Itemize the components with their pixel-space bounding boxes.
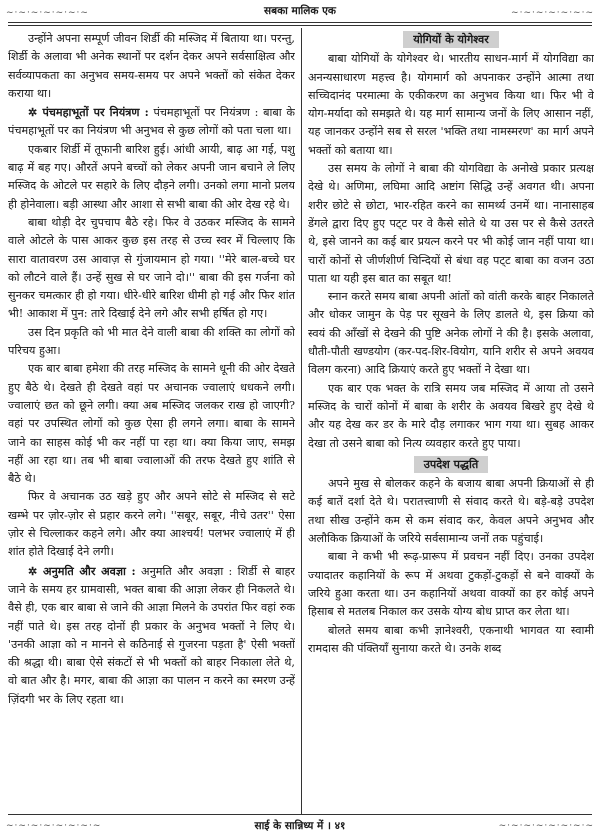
paragraph: उस समय के लोगों ने बाबा की योगविद्या के अनोखे प्रकार प्रत्यक्ष देखे थे। अणिमा, लघिमा आदि अष्टांग सिद्धि उन्हें अवगत थी। अपना शरीर छोटे से छोटा, भार-रहित करने का सामर्थ्य उनमें था। नानासाहब डेंगले द्वारा दिए हुए पट्‍ट पर वे कैसे सोते थे या उस पर से कैसे उतरते थे, इसे जानने का कई बार प्रयत्न करने पर भी कोई जान नहीं पाया था। चारों कोनों से जीर्णशीर्ण चिन्दियों से बंधा वह पट्‍ट बाबा का वजन उठा पाता था यही इस बात का सबूत था!: [308, 162, 594, 285]
section-heading: योगियों के योगेश्वर: [308, 30, 594, 48]
subheading-lead: ✲ पंचमहाभूतों पर नियंत्रण :: [28, 105, 149, 120]
section-heading: उपदेश पद्धति: [308, 455, 594, 473]
paragraph: [8, 562, 295, 709]
paragraph: एक बार बाबा हमेशा की तरह मस्जिद के सामने धूनी की ओर देखते हुए बैठे थे। देखते ही देखते वहां पर अचानक ज्वालाएं धधकने लगी। ज्वालाएं छत को छूने लगी। क्या अब मस्जिद जलकर राख हो जाएगी? वहां पर उपस्थित लोगों को कुछ ऐसा ही लगने लगा। बाबा के सामने जाने का साहस कोई भी कर नहीं पा रहा था। क्या किया जाए, समझ नहीं आ रहा था। तब भी बाबा ज्वालाओं की तरफ देखते हुए शांति से बैठे थे।: [8, 362, 295, 486]
paragraph-text: अनुमति और अवज्ञा : शिर्डी से बाहर जाने के समय हर ग्रामवासी, भक्त बाबा की आज्ञा लेकर ही निकलते थे। वैसे ही, एक बार बाबा से जाने की आज्ञा मिलने के उपरांत फिर वहां रुक नहीं पाते थे। इस तरह दोनों ही प्रकार के अनुभव भक्तों ने लिए थे। 'उनकी आज्ञा को न मानने से कठिनाई से गुजरना पड़ता है' ऐसी भक्तों की श्रद्धा थी। बाबा ऐसे संकटों से भी भक्तों को बाहर निकाला लेते थे, वो बात और है। मगर, बाबा की आज्ञा का पालन न करने का स्मरण उन्हें ज़िंदगी भर के लिए रहता था।: [8, 564, 295, 706]
paragraph: अपने मुख से बोलकर कहने के बजाय बाबा अपनी क्रियाओं से ही कई बातें दर्शा देते थे। परातत्त्वाणी से संवाद करते थे। बड़े-बड़े उपदेश तथा सीख उन्होंने कम से कम संवाद कर, केवल अपने अनुभव और अलौकिक क्रियाओं के जरिये सर्वसामान्य जनों तक पहुंचाई।: [308, 477, 594, 546]
header-ornament-left: ~·~·~·~·~·~·~: [6, 8, 89, 18]
paragraph: एक बार एक भक्त के रात्रि समय जब मस्जिद में आया तो उसने मस्जिद के चारों कोनों में बाबा के शरीर के अवयव बिखरे हुए देखे थे और यह देख कर डर के मारे दौड़ लगाकर भाग गया था। सुबह आकर देखा तो उसने बाबा को नित्य व्यवहार करते हुए पाया।: [308, 381, 594, 450]
paragraph: बाबा ने कभी भी रूढ़-प्रारूप में प्रवचन नहीं दिए। उनका उपदेश ज्यादातर कहानियों के रूप में अथवा टुकड़ों-टुकड़ों से बने वाक्यों के जरिये हुआ करता था। उन कहानियों अथवा वाक्यों का हर कोई अपने हिसाब से मतलब निकाल कर उसके योग्य बोध प्राप्त कर लेता था।: [308, 550, 594, 619]
header-rule-2: [8, 25, 592, 26]
footer-rule: [8, 814, 592, 815]
paragraph: उन्होंने अपना सम्पूर्ण जीवन शिर्डी की मस्जिद में बिताया था। परन्तु, शिर्डी के अलावा भी अनेक स्थानों पर दर्शन देकर अपने सर्वसाक्षित्व और सर्वव्यापकता का अनुभव समय-समय पर अपने भक्तों को संकेत देकर कराया था।: [8, 32, 295, 100]
footer-title-page-number: साई के सान्निध्य में । ४१: [254, 820, 346, 832]
page-footer: [0, 818, 600, 836]
header-ornament-right: ~·~·~·~·~·~·~: [511, 8, 594, 18]
footer-ornament-left: ~·~·~·~·~·~·~·~: [6, 821, 102, 831]
paragraph: उस दिन प्रकृति को भी मात देने वाली बाबा की शक्ति का लोगों को परिचय हुआ।: [8, 325, 295, 358]
footer-ornament-right: ~·~·~·~·~·~·~·~: [498, 821, 594, 831]
column-divider: [301, 28, 302, 814]
paragraph: स्नान करते समय बाबा अपनी आंतों को वांती करके बाहर निकालते और धोकर जामुन के पेड़ पर सूखने के लिए डालते थे, इस क्रिया को स्वयं की आँखों से देखने की पुष्टि अनेक लोगों ने की है। इसके अलावा, धौती-पौती खण्डयोग (कर-पद-शिर-वियोग, यानि शरीर से अपने अवयव विलग करना) आदि क्रियाएं करते हुए भक्तों ने देखा था।: [308, 290, 594, 377]
paragraph: बोलते समय बाबा कभी ज्ञानेश्वरी, एकनाथी भागवत या स्वामी रामदास की पंक्तियाँ सुनाया करते थे। उनके शब्द: [308, 623, 594, 655]
paragraph: बाबा थोड़ी देर चुपचाप बैठे रहे। फिर वे उठकर मस्जिद के सामने वाले ओटले के पास आकर कुछ इस तरह से उच्च स्वर में चिल्लाए कि सारा वातावरण उस आवाज़ से गुंजायमान हो गया। ''मेरे बाल-बच्चे घर को लौटने वाले हैं। उन्हें सुख से घर जाने दो।'' बाबा की इस गर्जना को सुनकर चमत्कार ही हो गया। धीरे-धीरे बारिश धीमी हो गई और फिर शांत भी! आकाश में पुन: तारे दिखाई देने लगे और सभी हर्षित हो गए।: [8, 215, 295, 321]
paragraph: एकबार शिर्डी में तूफानी बारिश हुई। आंधी आयी, बाढ़ आ गई, पशु बाढ़ में बह गए। औरतें अपने बच्चों को लेकर अपनी जान बचाने ले लिए मस्जिद के ओटले पर सहारे के लिए दौड़ने लगी। उनको लगा मानो प्रलय ही होनेवाला। बड़ी आस्था और आशा से सभी बाबा की ओर देख रहे थे।: [8, 142, 295, 211]
paragraph: बाबा योगियों के योगेश्वर थे। भारतीय साधन-मार्ग में योगविद्या का अनन्यसाधारण महत्त्व है। योगमार्ग को अपनाकर उन्होंने आत्मा तथा सच्चिदानंद परमात्मा के एकीकरण का अनुभव किया था। फिर भी वे योग-मर्यादा को समझते थे। यह मार्ग सामान्य जनों के लिए आसान नहीं, यह जानकर उन्होंने सब से सरल 'भक्ति तथा नामस्मरण' का मार्ग अपने भक्तों को बताया था।: [308, 52, 594, 157]
right-column: [308, 30, 594, 810]
paragraph-text: पंचमहाभूतों पर नियंत्रण : बाबा के पंचमहाभूतों पर का नियंत्रण भी अनुभव से कुछ लोगों को पता चला था।: [8, 106, 295, 138]
paragraph: [8, 103, 295, 141]
header-rule: [8, 22, 592, 23]
paragraph: फिर वे अचानक उठ खड़े हुए और अपने सोटे से मस्जिद से सटे खम्भे पर ज़ोर-ज़ोर से प्रहार करने लगे। ''सबूर, सबूर, नीचे उतर'' ऐसा ज़ोर से चिल्लाकर कहने लगे। और क्या आश्चर्य! पलभर ज्वालाएं में ही शांत होते दिखाई देने लगी।: [8, 490, 295, 559]
subheading-lead: ✲ अनुमति और अवज्ञा :: [28, 563, 136, 578]
running-title: सबका मालिक एक: [264, 5, 336, 17]
left-column: [8, 30, 295, 810]
